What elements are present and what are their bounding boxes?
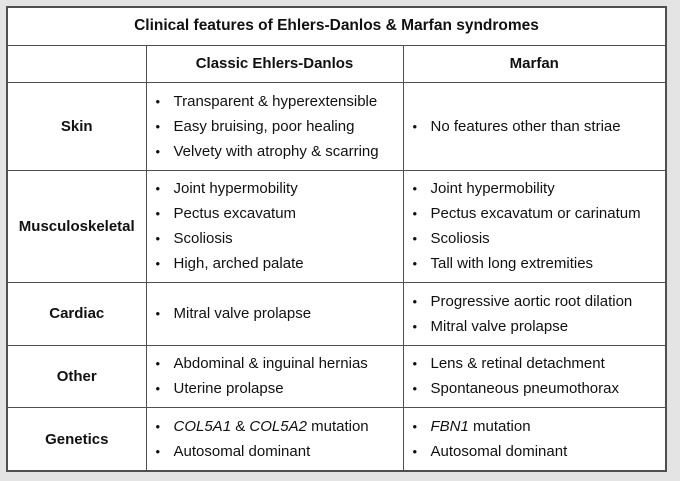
cell-marfan-musculoskeletal xyxy=(403,170,665,283)
feature-text: No features other than striae xyxy=(430,117,621,135)
cell-marfan-cardiac xyxy=(403,283,665,345)
header-row xyxy=(8,45,665,82)
cell-ehlers-cardiac xyxy=(146,283,403,345)
feature-text: Autosomal dominant xyxy=(173,443,311,461)
bullet-icon: • xyxy=(412,293,418,309)
mutation-suffix: mutation xyxy=(468,418,531,436)
feature-text: Spontaneous pneumothorax xyxy=(430,380,619,398)
feature-text: Joint hypermobility xyxy=(430,180,555,198)
list-item xyxy=(413,114,666,139)
list-item xyxy=(156,376,403,401)
bullet-icon: • xyxy=(155,143,161,159)
list-item xyxy=(156,201,403,226)
feature-text: Pectus excavatum or carinatum xyxy=(430,205,641,223)
list-item xyxy=(156,176,403,201)
list-item xyxy=(413,414,666,439)
gene-joiner: & xyxy=(231,418,250,436)
feature-text: Abdominal & inguinal hernias xyxy=(173,355,368,373)
gene-name: FBN1 xyxy=(430,418,469,436)
features-table xyxy=(8,8,665,470)
feature-text: Pectus excavatum xyxy=(173,205,297,223)
cell-ehlers-musculoskeletal xyxy=(146,170,403,283)
title-row xyxy=(8,8,665,45)
bullet-icon: • xyxy=(155,356,161,372)
feature-list xyxy=(147,176,403,276)
list-item xyxy=(156,89,403,114)
bullet-icon: • xyxy=(155,231,161,247)
list-item xyxy=(156,351,403,376)
feature-list xyxy=(404,414,666,464)
features-table-frame xyxy=(6,6,667,472)
bullet-icon: • xyxy=(412,356,418,372)
bullet-icon: • xyxy=(412,318,418,334)
gene-name: COL5A2 xyxy=(249,418,307,436)
feature-text: Joint hypermobility xyxy=(173,180,298,198)
feature-text: Lens & retinal detachment xyxy=(430,355,605,373)
bullet-icon: • xyxy=(155,206,161,222)
list-item xyxy=(413,201,666,226)
bullet-icon: • xyxy=(155,181,161,197)
row-label-skin: Skin xyxy=(8,82,146,170)
cell-marfan-other xyxy=(403,345,665,407)
column-header-ehlers-danlos: Classic Ehlers-Danlos xyxy=(146,45,403,82)
feature-list xyxy=(404,114,666,139)
bullet-icon: • xyxy=(155,118,161,134)
feature-text: Scoliosis xyxy=(430,230,490,248)
bullet-icon: • xyxy=(155,306,161,322)
feature-text: Easy bruising, poor healing xyxy=(173,117,355,135)
bullet-icon: • xyxy=(412,419,418,435)
list-item xyxy=(156,114,403,139)
bullet-icon: • xyxy=(412,444,418,460)
cell-marfan-genetics xyxy=(403,408,665,470)
table-row-musculoskeletal xyxy=(8,170,665,283)
list-item xyxy=(156,439,403,464)
feature-text: Mitral valve prolapse xyxy=(173,305,312,323)
row-label-cardiac: Cardiac xyxy=(8,283,146,345)
column-header-marfan: Marfan xyxy=(403,45,665,82)
table-row-skin xyxy=(8,82,665,170)
list-item xyxy=(413,439,666,464)
cell-marfan-skin xyxy=(403,82,665,170)
list-item xyxy=(156,301,403,326)
feature-list xyxy=(404,351,666,401)
bullet-icon: • xyxy=(412,381,418,397)
table-row-genetics xyxy=(8,408,665,470)
bullet-icon: • xyxy=(155,256,161,272)
bullet-icon: • xyxy=(155,444,161,460)
feature-text: Velvety with atrophy & scarring xyxy=(173,142,379,160)
table-row-cardiac xyxy=(8,283,665,345)
cell-ehlers-other xyxy=(146,345,403,407)
list-item xyxy=(413,314,666,339)
feature-text: Tall with long extremities xyxy=(430,255,594,273)
bullet-icon: • xyxy=(155,419,161,435)
feature-text: Uterine prolapse xyxy=(173,380,284,398)
feature-list xyxy=(147,89,403,164)
feature-text: Autosomal dominant xyxy=(430,443,568,461)
corner-cell xyxy=(8,45,146,82)
list-item xyxy=(413,376,666,401)
feature-text: Mitral valve prolapse xyxy=(430,317,569,335)
feature-list xyxy=(404,289,666,339)
feature-list xyxy=(147,301,403,326)
list-item xyxy=(413,251,666,276)
bullet-icon: • xyxy=(412,181,418,197)
bullet-icon: • xyxy=(412,256,418,272)
bullet-icon: • xyxy=(412,118,418,134)
gene-name: COL5A1 xyxy=(173,418,232,436)
list-item xyxy=(413,176,666,201)
list-item xyxy=(156,414,403,439)
row-label-musculoskeletal: Musculoskeletal xyxy=(8,170,146,283)
feature-list xyxy=(147,414,403,464)
bullet-icon: • xyxy=(155,93,161,109)
feature-list xyxy=(404,176,666,276)
feature-text: Transparent & hyperextensible xyxy=(173,92,378,110)
row-label-genetics: Genetics xyxy=(8,408,146,470)
table-row-other xyxy=(8,345,665,407)
table-title: Clinical features of Ehlers-Danlos & Marfan syndromes xyxy=(8,8,665,45)
list-item xyxy=(413,351,666,376)
feature-text: Scoliosis xyxy=(173,230,233,248)
list-item xyxy=(156,226,403,251)
bullet-icon: • xyxy=(155,381,161,397)
list-item xyxy=(413,226,666,251)
bullet-icon: • xyxy=(412,206,418,222)
cell-ehlers-genetics xyxy=(146,408,403,470)
feature-list xyxy=(147,351,403,401)
feature-text: High, arched palate xyxy=(173,255,304,273)
list-item xyxy=(413,289,666,314)
list-item xyxy=(156,139,403,164)
cell-ehlers-skin xyxy=(146,82,403,170)
mutation-suffix: mutation xyxy=(306,418,369,436)
row-label-other: Other xyxy=(8,345,146,407)
feature-text: Progressive aortic root dilation xyxy=(430,292,633,310)
list-item xyxy=(156,251,403,276)
bullet-icon: • xyxy=(412,231,418,247)
